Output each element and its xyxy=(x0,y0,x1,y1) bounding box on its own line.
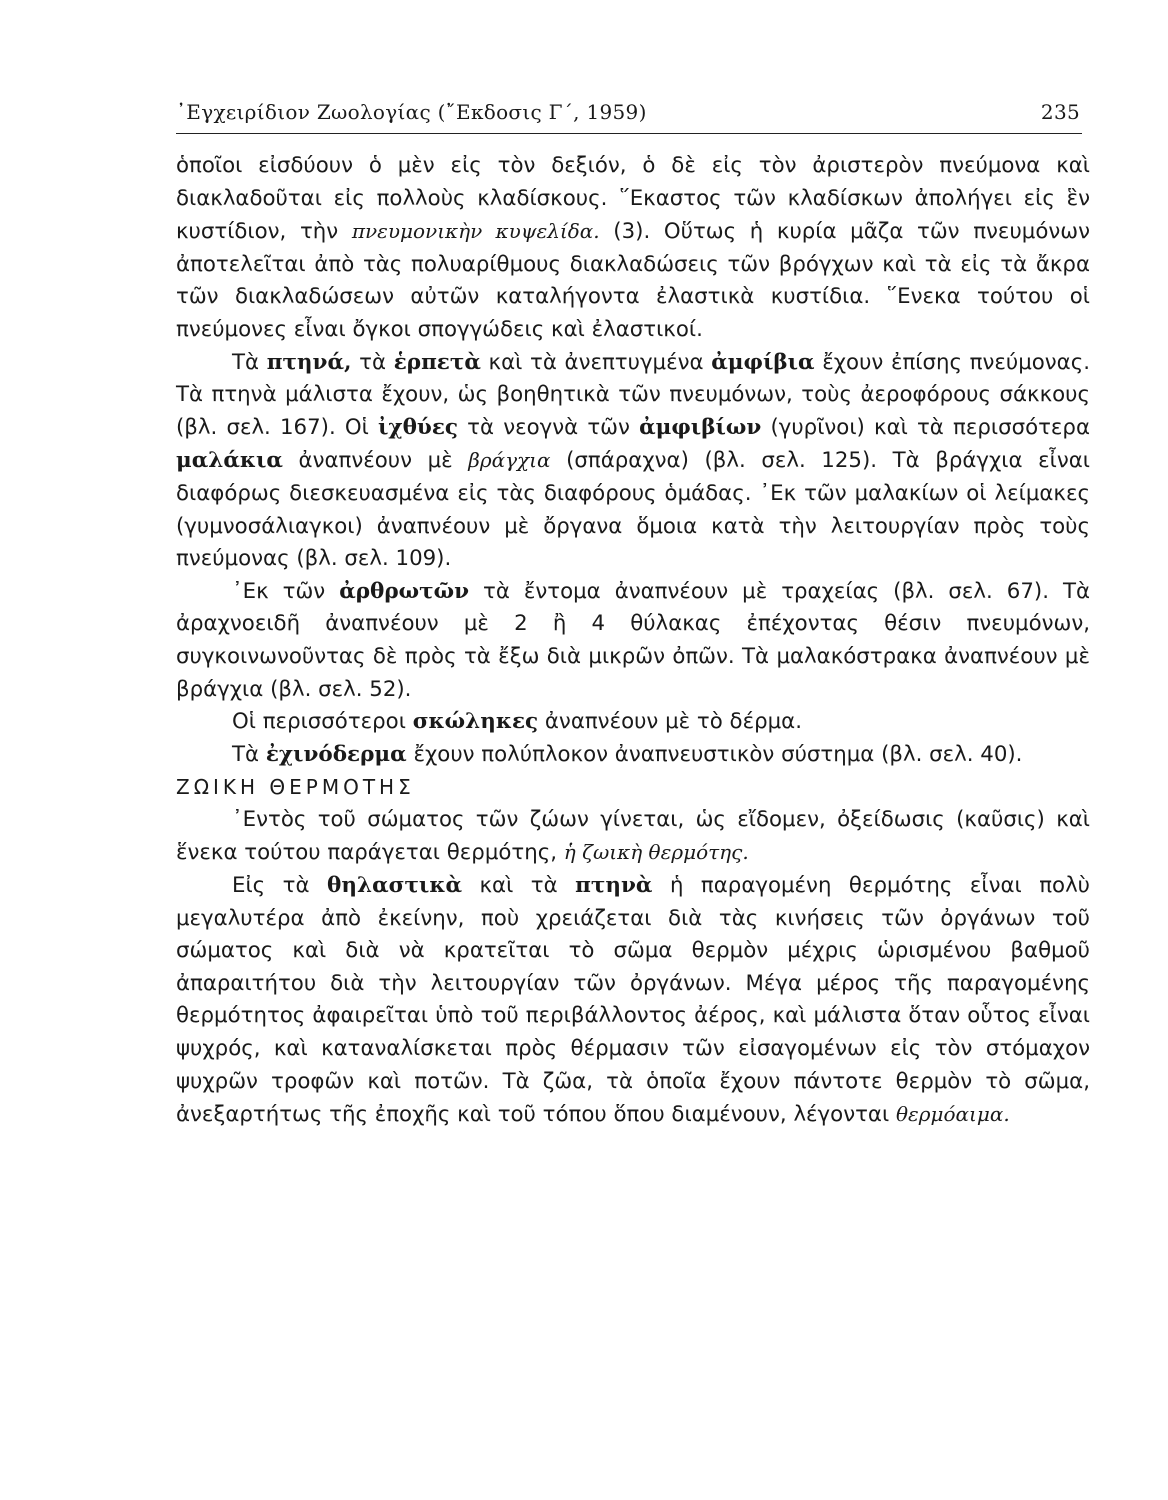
term-bold: θηλαστικὰ xyxy=(327,873,462,899)
paragraph-lungs: ὁποῖοι εἰσδύουν ὁ μὲν εἰς τὸν δεξιόν, ὁ δὲ εἰς τὸν ἀριστερὸν πνεύμονα καὶ διακλαδοῦται εἰς πολλοὺς κλαδίσκους. ῞Εκαστος τῶν κλαδίσκων ἀπολήγει εἰς ἓν κυστίδιον, τὴν πνευμονικὴν κυψελίδα. (3). Οὕτως ἡ κυρία μᾶζα τῶν πνευμόνων ἀποτελεῖται ἀπὸ τὰς πολυαρίθμους διακλαδώσεις τῶν βρόγχων καὶ τὰ εἰς τὰ ἄκρα τῶν διακλαδώσεων αὐτῶν καταλήγοντα ἐλαστικὰ κυστίδια. ῞Ενεκα τούτου οἱ πνεύμονες εἶναι ὄγκοι σπογγώδεις καὶ ἐλαστικοί. xyxy=(176,153,1090,342)
paragraph-mammals-birds-heat: Εἰς τὰ θηλαστικὰ καὶ τὰ πτηνὰ ἡ παραγομένη θερμότης εἶναι πολὺ μεγαλυτέρα ἀπὸ ἐκείνην, ποὺ χρειάζεται διὰ τὰς κινήσεις τῶν ὀργάνων τοῦ σώματος καὶ διὰ νὰ κρατεῖται τὸ σῶμα θερμὸν μέχρις ὡρισμένου βαθμοῦ ἀπαραιτήτου διὰ τὴν λειτουργίαν τῶν ὀργάνων. Μέγα μέρος τῆς παραγομένης θερμότητος ἀφαιρεῖται ὑπὸ τοῦ περιβάλλοντος ἀέρος, καὶ μάλιστα ὅταν οὗτος εἶναι ψυχρός, καὶ καταναλίσκεται πρὸς θέρμασιν τῶν εἰσαγομένων εἰς τὸν στόμαχον ψυχρῶν τροφῶν καὶ ποτῶν. Τὰ ζῶα, τὰ ὁποῖα ἔχουν πάντοτε θερμὸν τὸ σῶμα, ἀνεξαρτήτως τῆς ἐποχῆς καὶ τοῦ τόπου ὅπου διαμένουν, λέγονται θερμόαιμα. xyxy=(176,873,1091,1128)
term-bold: ἰχθύες xyxy=(378,414,458,440)
paragraph-arthropods: ᾿Εκ τῶν ἀρθρωτῶν τὰ ἔντομα ἀναπνέουν μὲ τραχείας (βλ. σελ. 67). Τὰ ἀραχνοειδῆ ἀναπνέουν μὲ 2 ἢ 4 θύλακας ἐπέχοντας θέσιν πνευμόνων, συγκοινωνοῦντας δὲ πρὸς τὰ ἔξω διὰ μικρῶν ὀπῶν. Τὰ μαλακόστρακα ἀναπνέουν μὲ βράγχια (βλ. σελ. 52). xyxy=(176,578,1091,702)
term-italic: θερμόαιμα. xyxy=(895,1102,1010,1127)
term-italic: βράγχια xyxy=(468,448,551,473)
paragraph-birds-reptiles: Τὰ πτηνά, τὰ ἑρπετὰ καὶ τὰ ἀνεπτυγμένα ἀμφίβια ἔχουν ἐπίσης πνεύμονας. Τὰ πτηνὰ μάλιστα ἔχουν, ὡς βοηθητικὰ τῶν πνευμόνων, τοὺς ἀεροφόρους σάκκους (βλ. σελ. 167). Οἱ ἰχθύες τὰ νεογνὰ τῶν ἀμφιβίων (γυρῖνοι) καὶ τὰ περισσότερα μαλάκια ἀναπνέουν μὲ βράγχια (σπάραχνα) (βλ. σελ. 125). Τὰ βράγχια εἶναι διαφόρως διεσκευασμένα εἰς τὰς διαφόρους ὁμάδας. ᾿Εκ τῶν μαλακίων οἱ λείμακες (γυμνοσάλιαγκοι) ἀναπνέουν μὲ ὄργανα ὅμοια κατὰ τὴν λειτουργίαν πρὸς τοὺς πνεύμονας (βλ. σελ. 109). xyxy=(176,349,1091,572)
term-bold: σκώληκες xyxy=(412,709,539,735)
header-rule xyxy=(176,133,1082,134)
page-number: 235 xyxy=(1040,100,1080,124)
running-title: ᾿Εγχειρίδιον Ζωολογίας (῎Εκδοσις Γ΄, 1959) xyxy=(176,100,647,124)
paragraph-body-heat: ᾿Εντὸς τοῦ σώματος τῶν ζώων γίνεται, ὡς εἴδομεν, ὀξείδωσις (καῦσις) καὶ ἕνεκα τούτου παράγεται θερμότης, ἡ ζωικὴ θερμότης. xyxy=(176,806,1090,866)
term-italic: πνευμονικὴν κυψελίδα. xyxy=(351,219,600,244)
body-text xyxy=(176,150,1090,1132)
paragraph-echinoderms: Τὰ ἐχινόδερμα ἔχουν πολύπλοκον ἀναπνευστικὸν σύστημα (βλ. σελ. 40). xyxy=(232,741,1023,767)
term-bold: ἑρπετὰ xyxy=(393,349,481,375)
term-bold: ἀμφίβια xyxy=(711,349,815,375)
term-bold: ἐχινόδερμα xyxy=(265,741,407,767)
page-header xyxy=(176,100,1080,124)
section-title: ΖΩΙΚΗ ΘΕΡΜΟΤΗΣ xyxy=(176,775,415,800)
paragraph-worms: Οἱ περισσότεροι σκώληκες ἀναπνέουν μὲ τὸ δέρμα. xyxy=(232,709,802,735)
term-bold: πτηνά, xyxy=(266,349,352,375)
term-bold: μαλάκια xyxy=(176,448,283,474)
term-bold: ἀρθρωτῶν xyxy=(339,578,470,604)
term-bold: ἀμφιβίων xyxy=(639,414,762,440)
term-italic: ἡ ζωικὴ θερμότης. xyxy=(563,840,749,865)
term-bold: πτηνὰ xyxy=(575,873,653,899)
